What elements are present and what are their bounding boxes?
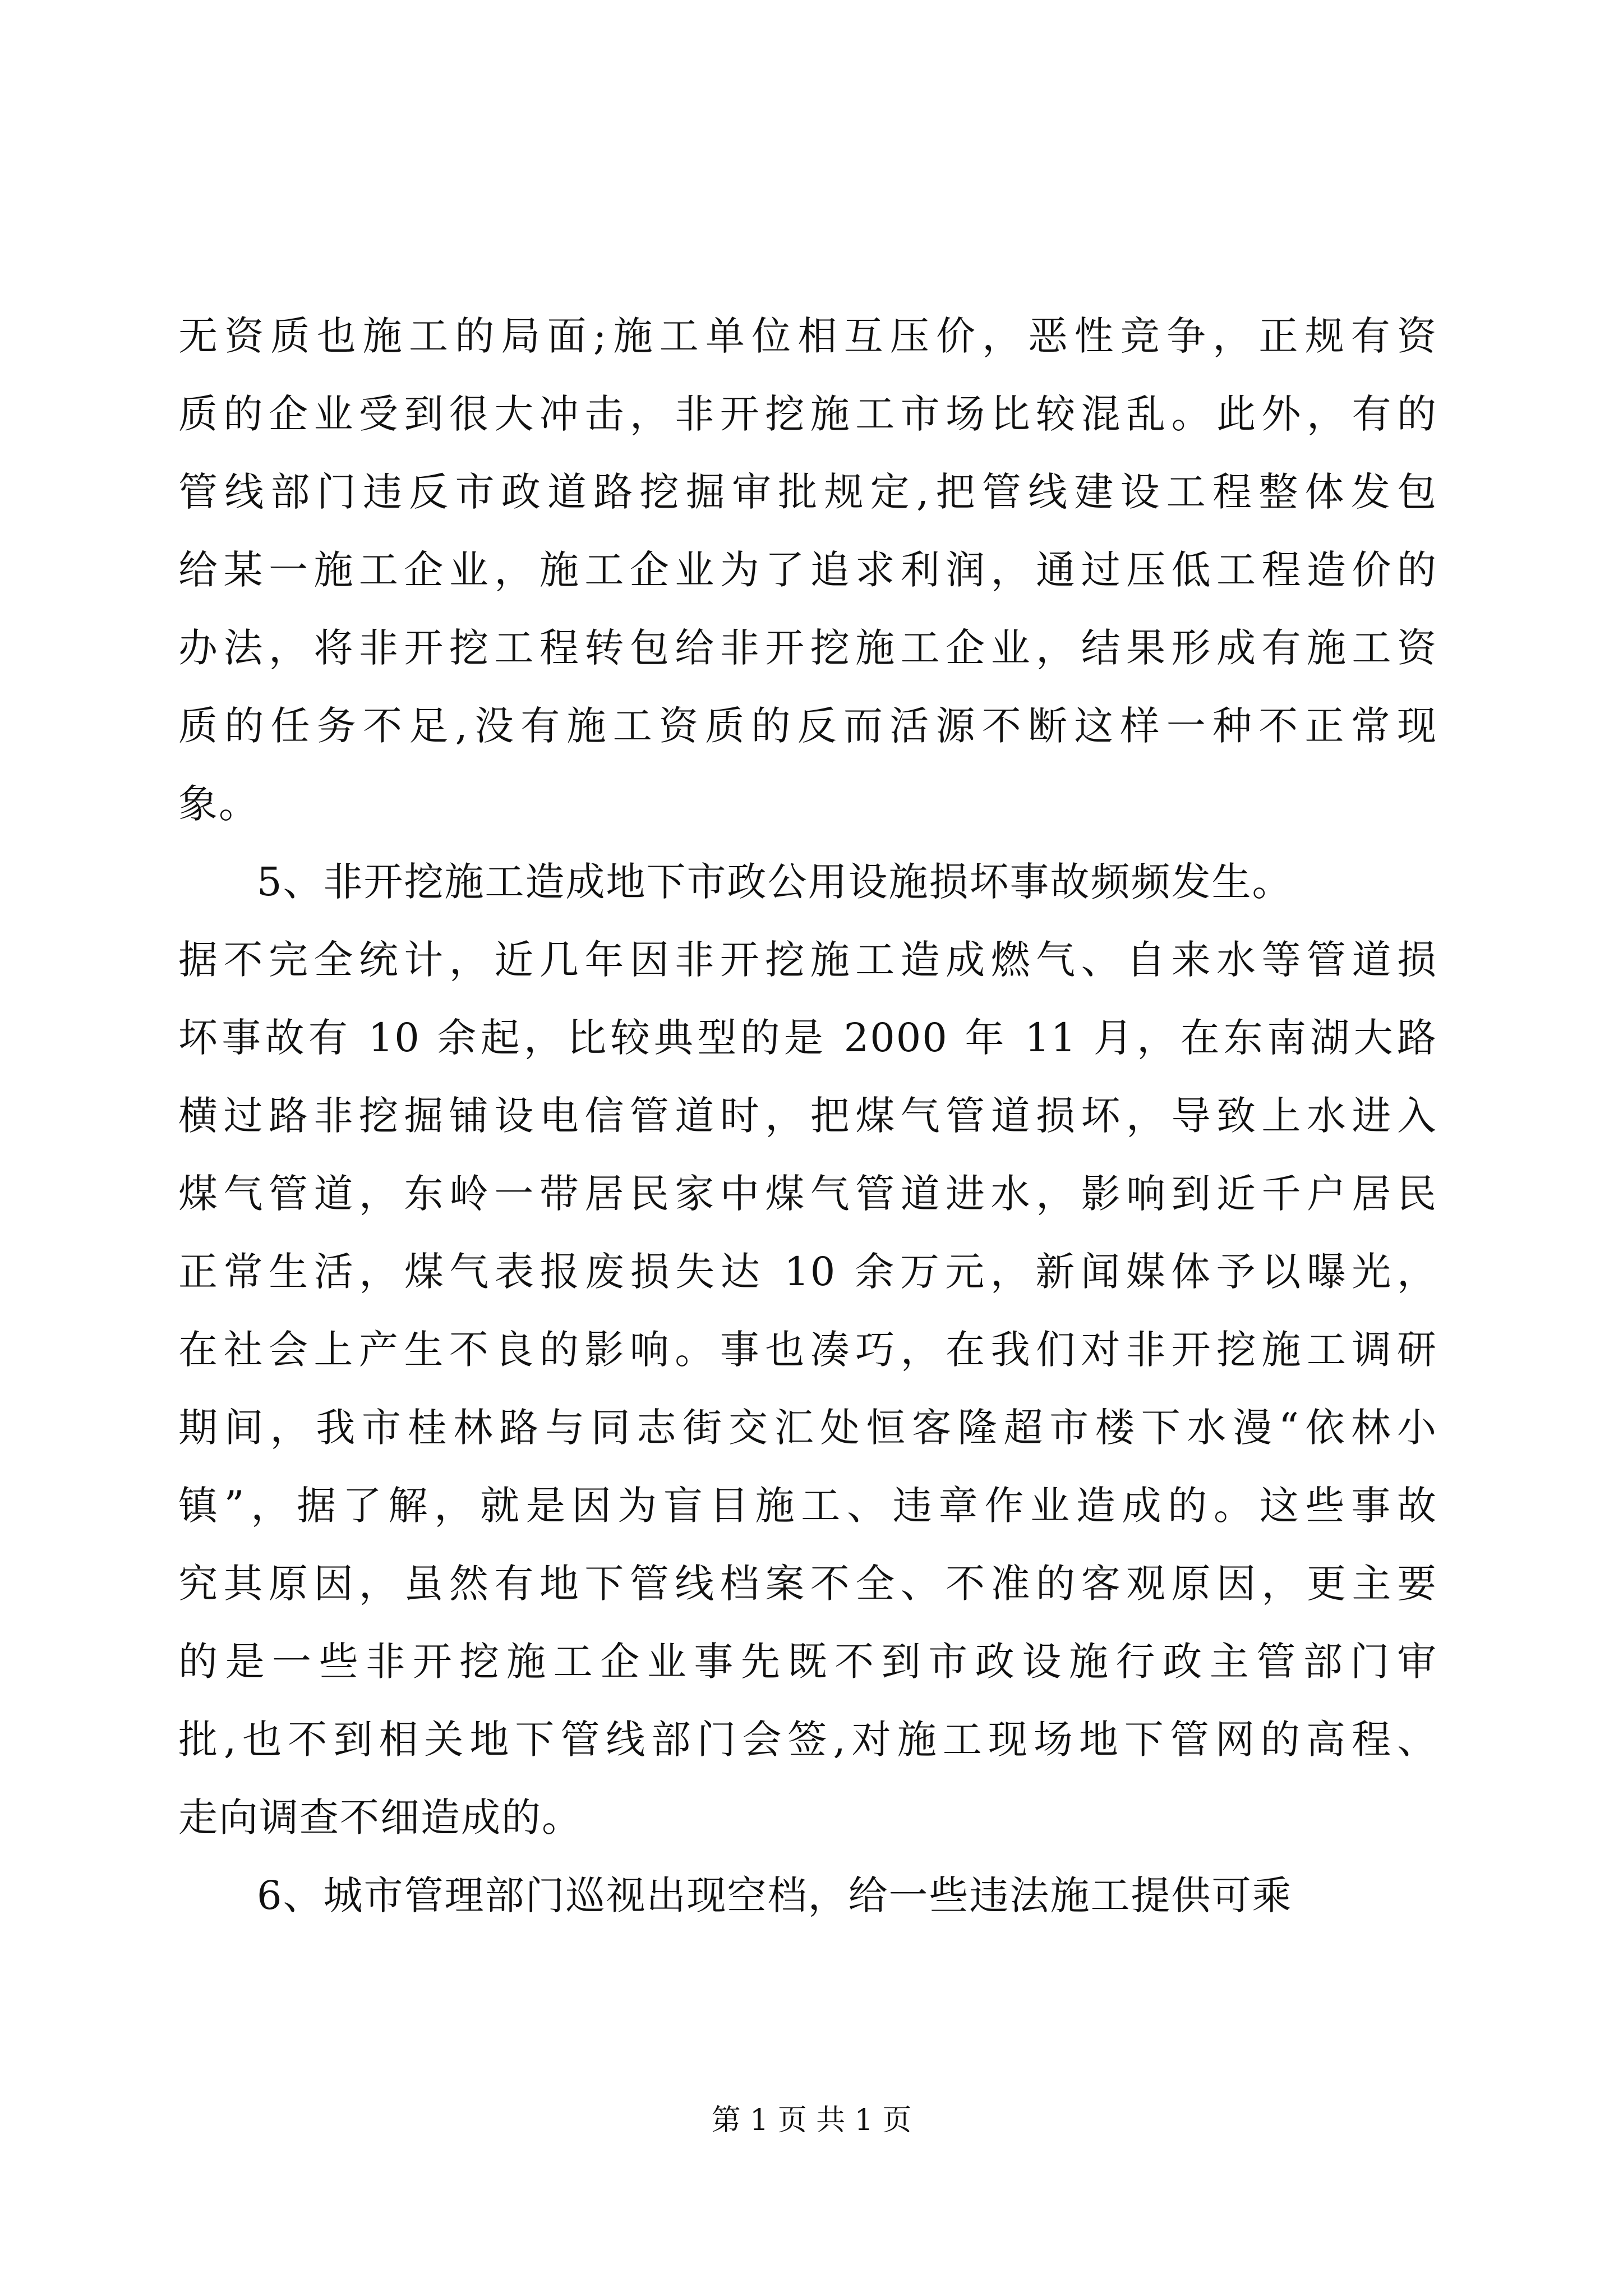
text-line: 办法，将非开挖工程转包给非开挖施工企业，结果形成有施工资 — [178, 625, 1437, 671]
text-line: 煤气管道，东岭一带居民家中煤气管道进水，影响到近千户居民 — [178, 1171, 1437, 1217]
text-line: 正常生活，煤气表报废损失达 10 余万元，新闻媒体予以曝光， — [178, 1249, 1437, 1295]
page-footer — [0, 2101, 1623, 2140]
text-line: 在社会上产生不良的影响。事也凑巧，在我们对非开挖施工调研 — [178, 1327, 1437, 1373]
text-line: 的是一些非开挖施工企业事先既不到市政设施行政主管部门审 — [178, 1639, 1437, 1685]
text-line: 走向调查不细造成的。 — [178, 1795, 582, 1841]
text-line: 象。 — [178, 781, 259, 827]
text-line: 横过路非挖掘铺设电信管道时，把煤气管道损坏，导致上水进入 — [178, 1093, 1437, 1139]
text-line: 据不完全统计，近几年因非开挖施工造成燃气、自来水等管道损 — [178, 937, 1437, 983]
text-line: 管线部门违反市政道路挖掘审批规定,把管线建设工程整体发包 — [178, 469, 1437, 515]
text-line: 究其原因，虽然有地下管线档案不全、不准的客观原因，更主要 — [178, 1561, 1437, 1607]
text-line: 给某一施工企业，施工企业为了追求利润，通过压低工程造价的 — [178, 547, 1437, 593]
body-text — [178, 297, 1437, 1935]
page-number-label: 第 1 页 共 1 页 — [711, 2104, 912, 2137]
text-line: 质的任务不足,没有施工资质的反而活源不断这样一种不正常现 — [178, 703, 1437, 749]
text-line: 镇”，据了解，就是因为盲目施工、违章作业造成的。这些事故 — [178, 1483, 1437, 1529]
paragraph-first-line: 5、非开挖施工造成地下市政公用设施损坏事故频频发生。 — [257, 859, 1293, 905]
paragraph-first-line: 6、城市管理部门巡视出现空档，给一些违法施工提供可乘 — [257, 1872, 1293, 1918]
text-line: 无资质也施工的局面;施工单位相互压价，恶性竞争，正规有资 — [178, 313, 1437, 359]
text-line: 质的企业受到很大冲击，非开挖施工市场比较混乱。此外，有的 — [178, 391, 1437, 437]
text-line: 批,也不到相关地下管线部门会签,对施工现场地下管网的高程、 — [178, 1717, 1437, 1763]
text-line: 期间，我市桂林路与同志街交汇处恒客隆超市楼下水漫“依林小 — [178, 1405, 1437, 1451]
text-line: 坏事故有 10 余起，比较典型的是 2000 年 11 月，在东南湖大路 — [178, 1015, 1437, 1061]
